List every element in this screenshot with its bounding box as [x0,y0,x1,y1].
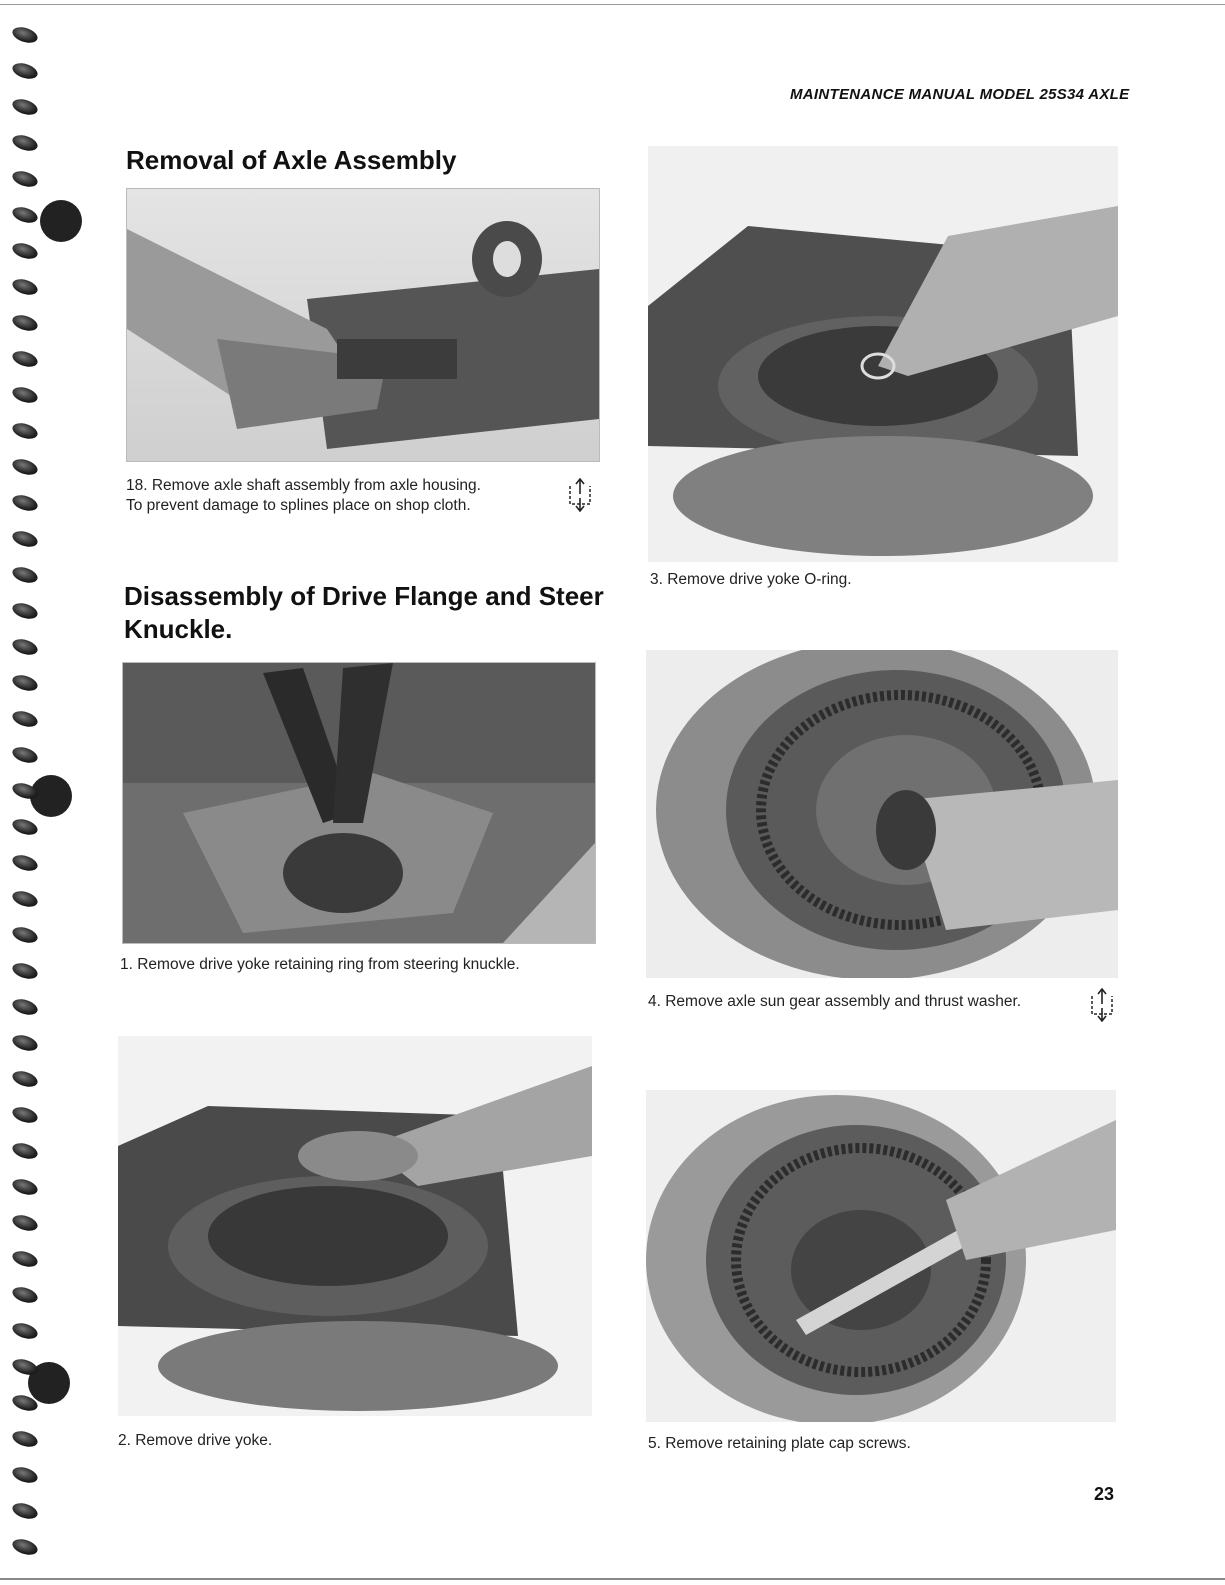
binding-ring-icon [10,600,39,621]
binding-ring-icon [10,1248,39,1269]
binding-ring-icon [10,528,39,549]
binding-ring-icon [10,1320,39,1341]
binding-ring-icon [10,1536,39,1557]
page-number: 23 [1094,1484,1115,1504]
step-18-line-1: 18. Remove axle shaft assembly from axle housing. [126,477,481,494]
photo-retaining-ring-removal [122,662,596,944]
section-title-removal: Removal of Axle Assembly [126,145,457,175]
binding-ring-icon [10,996,39,1017]
binding-ring-icon [10,456,39,477]
photo-cap-screw-removal [646,1090,1116,1422]
binding-ring-icon [10,1464,39,1485]
binding-ring-icon [10,1104,39,1125]
step-1-caption: 1. Remove drive yoke retaining ring from steering knuckle. [120,956,520,973]
continue-arrow-icon [566,478,594,512]
binding-ring-icon [10,960,39,981]
binding-ring-icon [10,1068,39,1089]
photo-o-ring-removal [648,146,1118,562]
binding-ring-icon [10,636,39,657]
binding-ring-icon [10,1284,39,1305]
binding-ring-icon [10,1500,39,1521]
step-3-caption: 3. Remove drive yoke O-ring. [650,571,852,588]
running-header: MAINTENANCE MANUAL MODEL 25S34 AXLE [790,86,1130,103]
bottom-rule [0,1578,1225,1580]
binding-ring-icon [10,492,39,513]
photo-sun-gear-removal [646,650,1118,978]
binding-ring-icon [10,96,39,117]
binding-ring-icon [10,1032,39,1053]
step-18-line-2: To prevent damage to splines place on shop cloth. [126,497,471,514]
binding-ring-icon [10,888,39,909]
binding-ring-icon [10,240,39,261]
binding-ring-icon [10,348,39,369]
binding-ring-icon [10,312,39,333]
section-title-disassembly-line-2: Knuckle. [124,614,233,644]
binding-ring-icon [10,708,39,729]
binding-ring-icon [10,672,39,693]
binding-ring-icon [10,204,39,225]
section-title-disassembly-line-1: Disassembly of Drive Flange and Steer [124,581,604,611]
binding-ring-icon [10,384,39,405]
binding-ring-icon [10,420,39,441]
continue-arrow-icon [1088,988,1116,1022]
binding-ring-icon [10,816,39,837]
binding-ring-icon [10,564,39,585]
binding-ring-icon [10,168,39,189]
binding-ring-icon [10,1176,39,1197]
binding-ring-icon [10,1428,39,1449]
top-rule [0,4,1225,5]
step-4-caption: 4. Remove axle sun gear assembly and thrust washer. [648,993,1022,1010]
spiral-binding [0,0,70,1585]
step-2-caption: 2. Remove drive yoke. [118,1432,273,1449]
step-5-caption: 5. Remove retaining plate cap screws. [648,1435,911,1452]
photo-drive-yoke-removal [118,1036,592,1416]
binding-ring-icon [10,744,39,765]
binding-ring-icon [10,1212,39,1233]
photo-axle-shaft-removal [126,188,600,462]
binding-ring-icon [10,132,39,153]
binding-ring-icon [10,924,39,945]
binding-ring-icon [10,276,39,297]
binding-ring-icon [10,24,39,45]
punch-hole [40,200,82,242]
binding-ring-icon [10,852,39,873]
binding-ring-icon [10,60,39,81]
binding-ring-icon [10,1140,39,1161]
